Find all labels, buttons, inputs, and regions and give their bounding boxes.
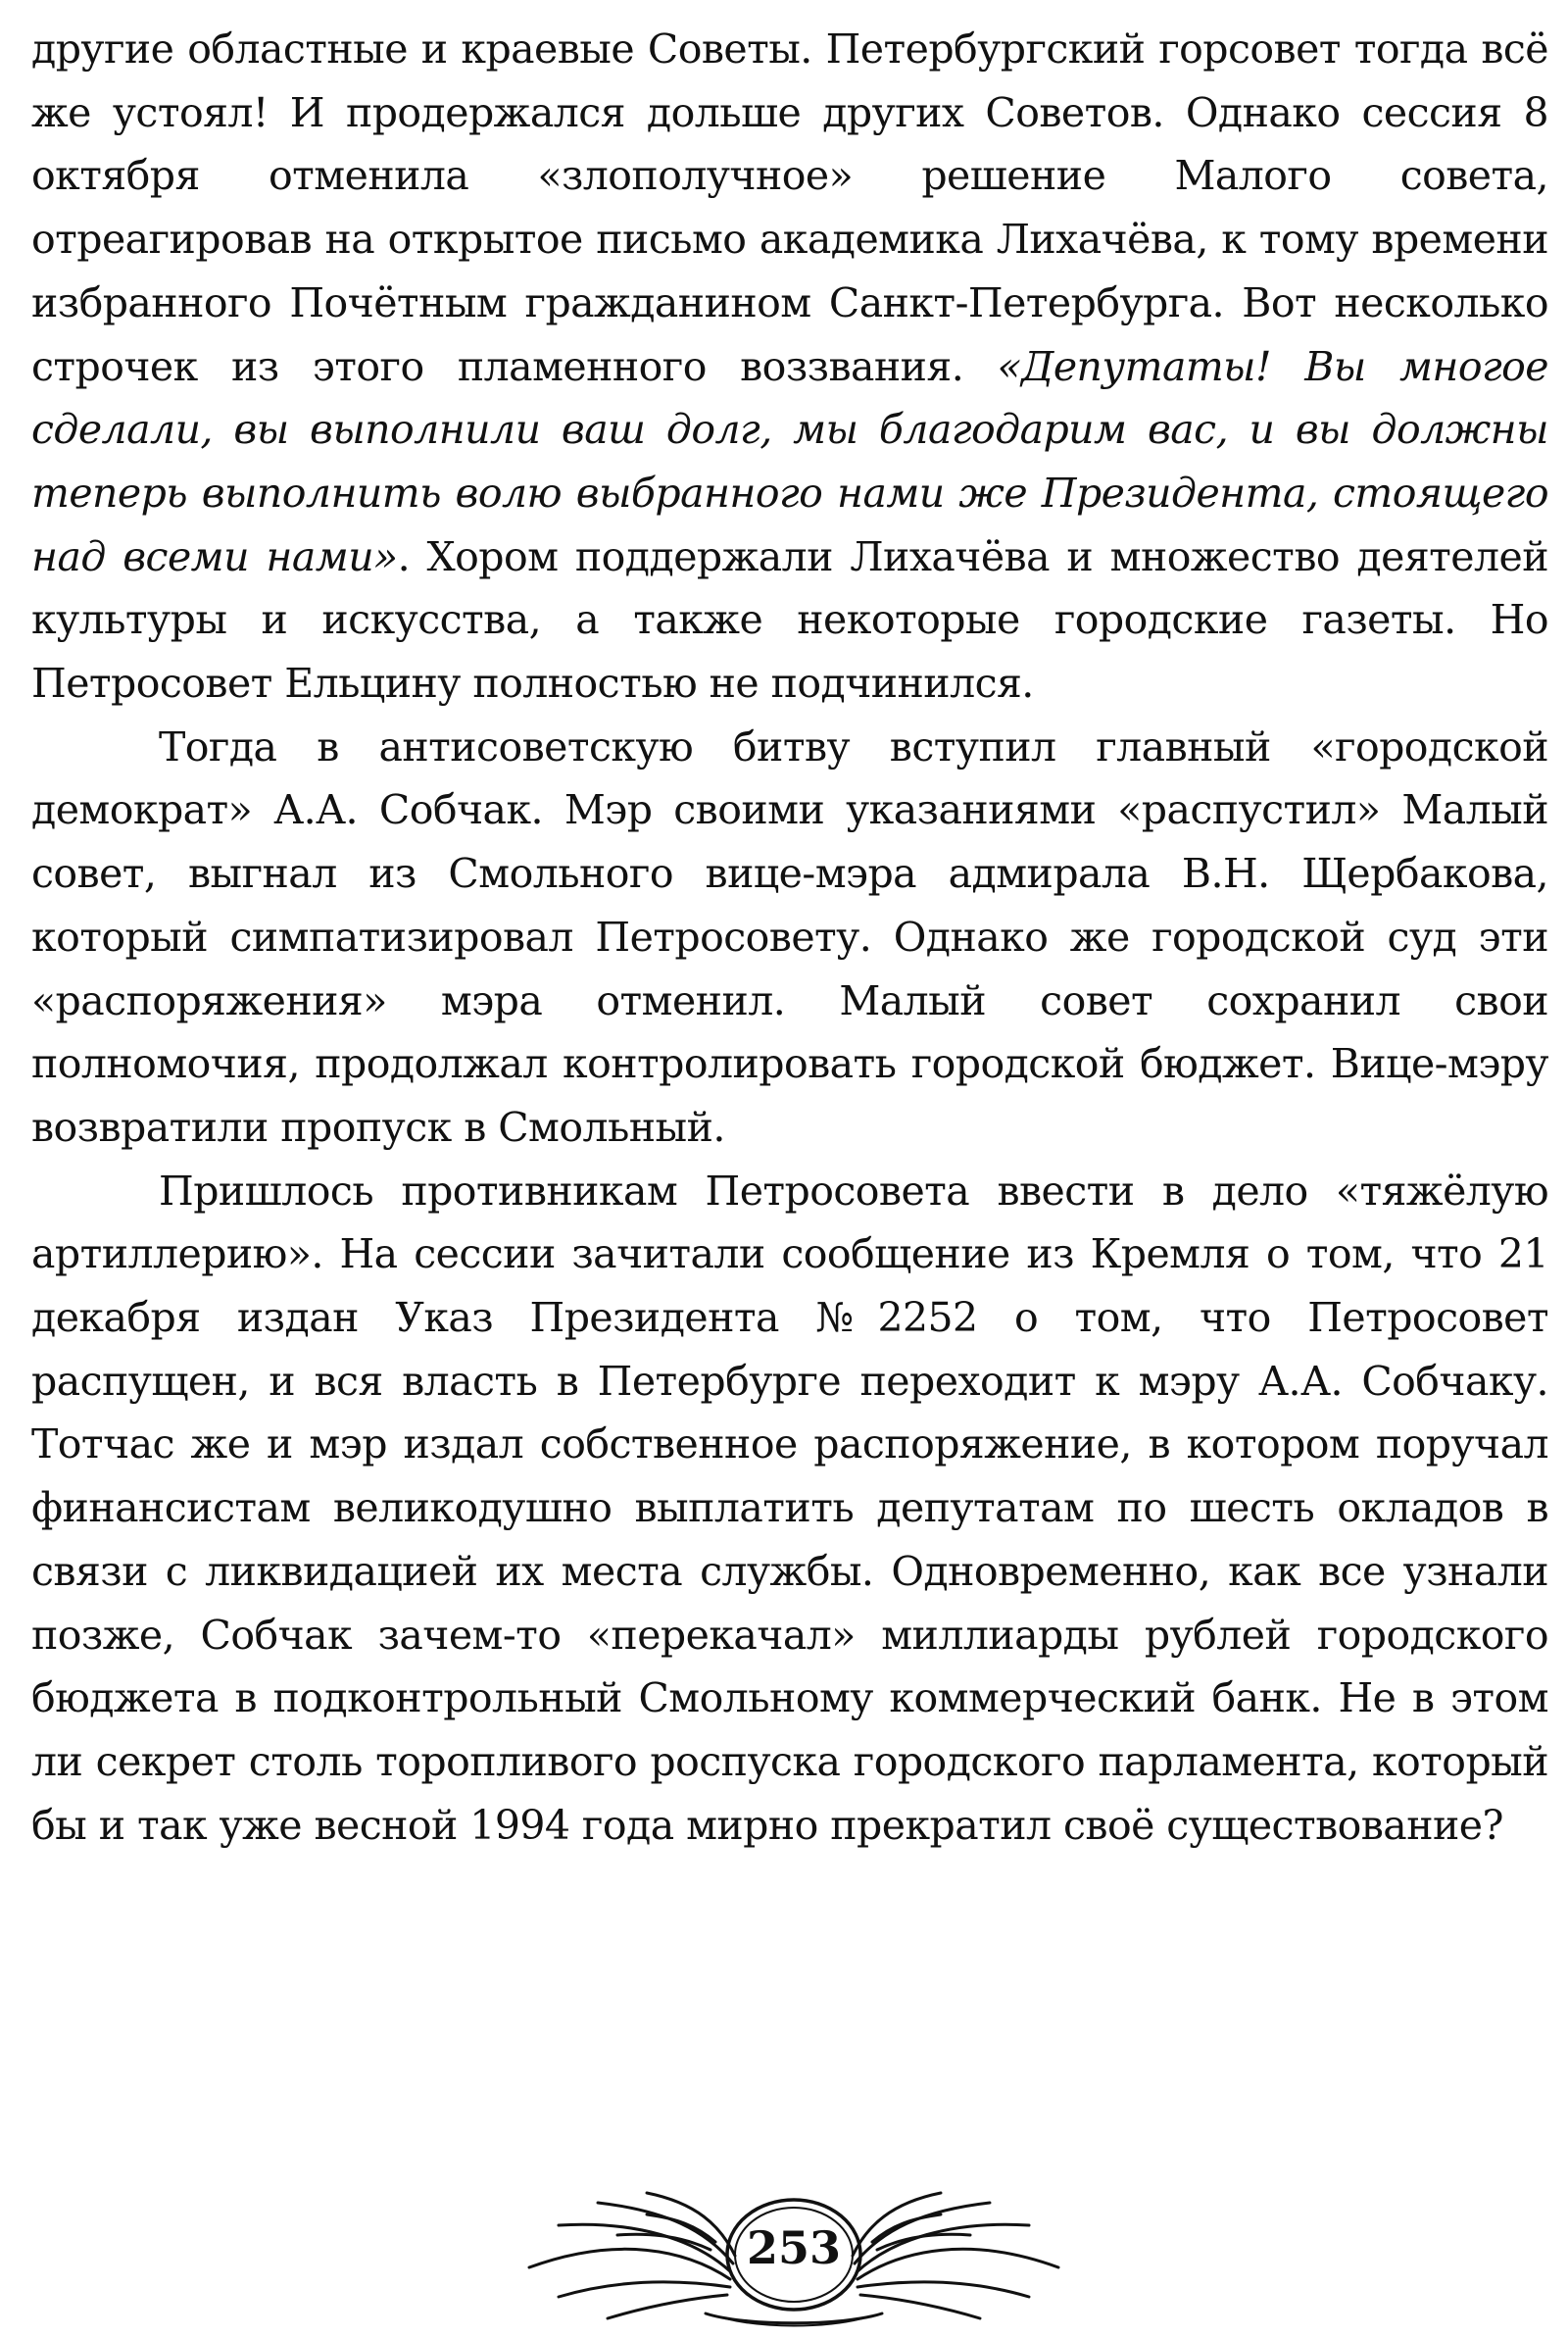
paragraph-1 [31, 18, 1548, 716]
paragraph-2: Тогда в антисоветскую битву вступил главный «городской демократ» А.А. Собчак. Мэр своими указаниями «распустил» Малый совет, выгнал из Смольного вице-мэра адмирала В.Н. Щербакова, который симпатизировал Петросовету. Однако же городской суд эти «распоряжения» мэра отменил. Малый совет сохранил свои полномочия, продолжал контролировать городской бюджет. Вице-мэру возвратили пропуск в Смольный. [31, 722, 1548, 1151]
page-number-ornament [500, 2181, 1088, 2328]
quote-likhachev: «Депутаты! Вы многое сделали, вы выполнили ваш долг, мы благодарим вас, и вы должны теперь выполнить волю выбранного нами же Президента, стоящего над всеми нами» [31, 342, 1548, 580]
paragraph-1-continuation: . Хором поддержали Лихачёва и множество деятелей культуры и искусства, а также некоторые городские газеты. Но Петросовет Ельцину полностью не подчинился. [31, 532, 1548, 708]
paragraph-1-text: другие областные и краевые Советы. Петербургский горсовет тогда всё же устоял! И продержался дольше других Советов. Однако сессия 8 октября отменила «злополучное» решение Малого совета, отреагировав на открытое письмо академика Лихачёва, к тому времени избранного Почётным гражданином Санкт-Петербурга. Вот несколько строчек из этого пламенного воззвания. [31, 25, 1548, 390]
page-number: 253 [746, 2221, 842, 2274]
paragraph-3: Пришлось противникам Петросовета ввести в дело «тяжёлую артиллерию». На сессии зачитали сообщение из Кремля о том, что 21 декабря издан Указ Президента №2252 о том, что Петросовет распущен, и вся власть в Петербурге переходит к мэру А.А. Собчаку. Тотчас же и мэр издал собственное распоряжение, в котором поручал финансистам великодушно выплатить депутатам по шесть окладов в связи с ликвидацией их места службы. Одновременно, как все узнали позже, Собчак зачем-то «перекачал» миллиарды рублей городского бюджета в подконтрольный Смольному коммерческий банк. Не в этом ли секрет столь торопливого роспуска городского парламента, который бы и так уже весной 1994 года мирно прекратил своё существование? [31, 1167, 1548, 1849]
body-text [31, 18, 1548, 1857]
